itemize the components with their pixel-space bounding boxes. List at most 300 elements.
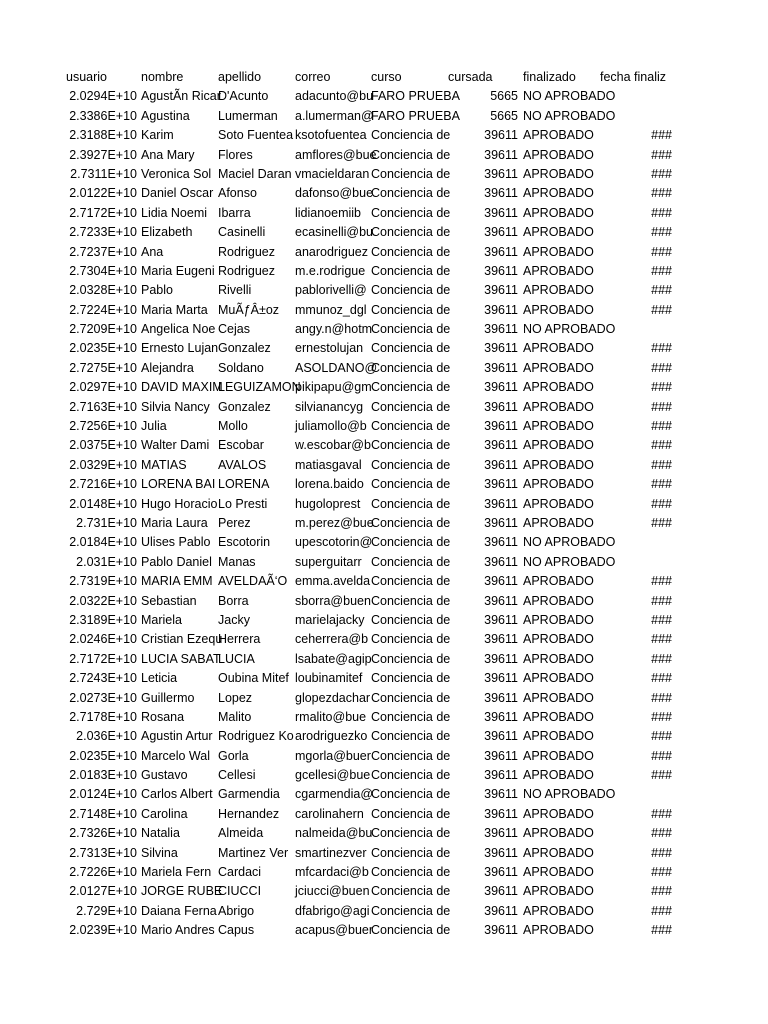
cell-correo[interactable]: lorena.baido (295, 477, 364, 492)
cell-usuario[interactable]: 2.0183E+10 (69, 768, 137, 783)
cell-curso[interactable]: Conciencia de (371, 477, 451, 492)
cell-finalizado[interactable]: APROBADO (523, 399, 594, 414)
cell-curso[interactable]: Conciencia de (371, 884, 451, 899)
cell-curso[interactable]: Conciencia de (371, 419, 451, 434)
cell-nombre[interactable]: Daiana Ferna (141, 903, 217, 918)
cell-fecha-finaliz[interactable]: ### (651, 399, 672, 414)
cell-cursada[interactable]: 39611 (484, 768, 518, 783)
cell-apellido[interactable]: Gorla (218, 748, 249, 763)
cell-apellido[interactable]: Rodriguez (218, 263, 275, 278)
cell-cursada[interactable]: 39611 (484, 787, 518, 802)
cell-usuario[interactable]: 2.0322E+10 (69, 593, 137, 608)
cell-apellido[interactable]: Malito (218, 709, 252, 724)
cell-usuario[interactable]: 2.7311E+10 (70, 166, 137, 181)
cell-nombre[interactable]: Maria Marta (141, 302, 208, 317)
cell-usuario[interactable]: 2.7319E+10 (69, 574, 137, 589)
cell-apellido[interactable]: LUCIA (218, 651, 255, 666)
cell-fecha-finaliz[interactable]: ### (651, 671, 672, 686)
cell-cursada[interactable]: 39611 (484, 225, 518, 240)
cell-finalizado[interactable]: NO APROBADO (523, 554, 616, 569)
header-finalizado[interactable]: finalizado (523, 70, 576, 84)
cell-cursada[interactable]: 39611 (484, 166, 518, 181)
cell-cursada[interactable]: 39611 (484, 709, 518, 724)
cell-correo[interactable]: gcellesi@bue (295, 768, 371, 783)
cell-nombre[interactable]: Pablo (141, 283, 173, 298)
cell-correo[interactable]: ksotofuentea (295, 128, 367, 143)
cell-cursada[interactable]: 39611 (484, 128, 518, 143)
cell-fecha-finaliz[interactable]: ### (651, 380, 672, 395)
cell-nombre[interactable]: Walter Dami (141, 438, 210, 453)
header-usuario[interactable]: usuario (66, 70, 107, 84)
cell-curso[interactable]: Conciencia de (371, 322, 451, 337)
cell-fecha-finaliz[interactable] (600, 320, 672, 339)
cell-fecha-finaliz[interactable]: ### (651, 748, 672, 763)
cell-fecha-finaliz[interactable]: ### (651, 186, 672, 201)
cell-usuario[interactable]: 2.7313E+10 (69, 845, 137, 860)
header-nombre[interactable]: nombre (141, 70, 184, 84)
cell-nombre[interactable]: Gustavo (141, 768, 188, 783)
cell-curso[interactable]: Conciencia de (371, 709, 451, 724)
cell-nombre[interactable]: Angelica Noe (141, 322, 216, 337)
cell-curso[interactable]: FARO PRUEBA (371, 89, 460, 104)
cell-cursada[interactable]: 39611 (484, 205, 518, 220)
cell-cursada[interactable]: 39611 (484, 632, 518, 647)
cell-nombre[interactable]: Ana (141, 244, 164, 259)
cell-finalizado[interactable]: APROBADO (523, 709, 594, 724)
cell-finalizado[interactable]: NO APROBADO (523, 787, 616, 802)
cell-curso[interactable]: Conciencia de (371, 612, 451, 627)
cell-apellido[interactable]: Cardaci (218, 865, 262, 880)
cell-usuario[interactable]: 2.7233E+10 (69, 225, 137, 240)
cell-correo[interactable]: nalmeida@bu (295, 826, 373, 841)
cell-correo[interactable]: pikipapu@gm (295, 380, 372, 395)
cell-cursada[interactable]: 39611 (484, 380, 518, 395)
cell-curso[interactable]: Conciencia de (371, 166, 451, 181)
cell-finalizado[interactable]: APROBADO (523, 302, 594, 317)
cell-correo[interactable]: dafonso@bue (295, 186, 374, 201)
cell-correo[interactable]: amflores@bue (295, 147, 377, 162)
cell-fecha-finaliz[interactable]: ### (651, 302, 672, 317)
cell-fecha-finaliz[interactable]: ### (651, 438, 672, 453)
cell-apellido[interactable]: Lopez (218, 690, 253, 705)
cell-cursada[interactable]: 39611 (484, 341, 518, 356)
cell-correo[interactable]: sborra@buen (295, 593, 371, 608)
cell-nombre[interactable]: Natalia (141, 826, 180, 841)
cell-finalizado[interactable]: APROBADO (523, 225, 594, 240)
cell-nombre[interactable]: Mariela (141, 612, 182, 627)
cell-finalizado[interactable]: APROBADO (523, 477, 594, 492)
cell-finalizado[interactable]: APROBADO (523, 360, 594, 375)
cell-finalizado[interactable]: APROBADO (523, 166, 594, 181)
cell-fecha-finaliz[interactable]: ### (651, 515, 672, 530)
cell-cursada[interactable]: 39611 (484, 302, 518, 317)
cell-cursada[interactable]: 39611 (484, 263, 518, 278)
cell-usuario[interactable]: 2.7209E+10 (69, 322, 137, 337)
cell-finalizado[interactable]: NO APROBADO (523, 89, 616, 104)
cell-usuario[interactable]: 2.7326E+10 (69, 826, 137, 841)
cell-nombre[interactable]: Mario Andres (141, 923, 215, 938)
cell-finalizado[interactable]: APROBADO (523, 341, 594, 356)
cell-apellido[interactable]: Garmendia (218, 787, 280, 802)
cell-curso[interactable]: Conciencia de (371, 225, 451, 240)
cell-fecha-finaliz[interactable]: ### (651, 205, 672, 220)
cell-fecha-finaliz[interactable]: ### (651, 419, 672, 434)
cell-nombre[interactable]: Elizabeth (141, 225, 193, 240)
cell-usuario[interactable]: 2.7243E+10 (69, 671, 137, 686)
cell-finalizado[interactable]: APROBADO (523, 806, 594, 821)
cell-usuario[interactable]: 2.7163E+10 (69, 399, 137, 414)
cell-apellido[interactable]: Herrera (218, 632, 261, 647)
cell-curso[interactable]: Conciencia de (371, 515, 451, 530)
cell-usuario[interactable]: 2.0127E+10 (69, 884, 137, 899)
cell-fecha-finaliz[interactable]: ### (651, 128, 672, 143)
cell-finalizado[interactable]: APROBADO (523, 128, 594, 143)
cell-finalizado[interactable]: APROBADO (523, 593, 594, 608)
cell-finalizado[interactable]: APROBADO (523, 651, 594, 666)
cell-cursada[interactable]: 39611 (484, 865, 518, 880)
cell-curso[interactable]: Conciencia de (371, 244, 451, 259)
cell-usuario[interactable]: 2.7256E+10 (69, 419, 137, 434)
cell-apellido[interactable]: Oubina Mitef (218, 671, 289, 686)
cell-curso[interactable]: Conciencia de (371, 341, 451, 356)
cell-correo[interactable]: dfabrigo@agi (295, 903, 370, 918)
cell-correo[interactable]: emma.avelda (295, 574, 371, 589)
cell-fecha-finaliz[interactable]: ### (651, 806, 672, 821)
cell-cursada[interactable]: 39611 (484, 496, 518, 511)
cell-curso[interactable]: Conciencia de (371, 128, 451, 143)
cell-curso[interactable]: Conciencia de (371, 554, 451, 569)
cell-correo[interactable]: acapus@buer (295, 923, 374, 938)
cell-finalizado[interactable]: APROBADO (523, 186, 594, 201)
cell-correo[interactable]: ecasinelli@bu (295, 225, 374, 240)
cell-finalizado[interactable]: NO APROBADO (523, 108, 616, 123)
cell-cursada[interactable]: 39611 (484, 884, 518, 899)
cell-finalizado[interactable]: APROBADO (523, 457, 594, 472)
cell-usuario[interactable]: 2.729E+10 (76, 903, 137, 918)
cell-finalizado[interactable]: NO APROBADO (523, 535, 616, 550)
cell-apellido[interactable]: CIUCCI (218, 884, 262, 899)
cell-fecha-finaliz[interactable]: ### (651, 923, 672, 938)
cell-cursada[interactable]: 39611 (484, 574, 518, 589)
cell-curso[interactable]: Conciencia de (371, 806, 451, 821)
cell-cursada[interactable]: 39611 (484, 535, 518, 550)
cell-apellido[interactable]: Flores (218, 147, 253, 162)
cell-finalizado[interactable]: APROBADO (523, 865, 594, 880)
cell-correo[interactable]: mgorla@buer (295, 748, 371, 763)
cell-curso[interactable]: Conciencia de (371, 768, 451, 783)
cell-fecha-finaliz[interactable]: ### (651, 360, 672, 375)
cell-apellido[interactable]: Maciel Daran (218, 166, 292, 181)
cell-usuario[interactable]: 2.7275E+10 (69, 360, 137, 375)
cell-usuario[interactable]: 2.7172E+10 (69, 651, 137, 666)
cell-finalizado[interactable]: APROBADO (523, 923, 594, 938)
cell-usuario[interactable]: 2.3188E+10 (69, 128, 137, 143)
cell-fecha-finaliz[interactable]: ### (651, 632, 672, 647)
cell-correo[interactable]: hugoloprest (295, 496, 361, 511)
cell-curso[interactable]: Conciencia de (371, 787, 451, 802)
cell-apellido[interactable]: LORENA (218, 477, 270, 492)
cell-usuario[interactable]: 2.7216E+10 (69, 477, 137, 492)
cell-usuario[interactable]: 2.0328E+10 (69, 283, 137, 298)
cell-nombre[interactable]: Julia (141, 419, 167, 434)
cell-apellido[interactable]: Martinez Ver (218, 845, 289, 860)
cell-apellido[interactable]: Afonso (218, 186, 257, 201)
cell-fecha-finaliz[interactable]: ### (651, 496, 672, 511)
cell-finalizado[interactable]: APROBADO (523, 438, 594, 453)
cell-apellido[interactable]: Soto Fuentea (218, 128, 294, 143)
cell-apellido[interactable]: AVELDAÃ‘O (218, 574, 288, 589)
cell-usuario[interactable]: 2.0235E+10 (69, 341, 137, 356)
cell-usuario[interactable]: 2.7224E+10 (69, 302, 137, 317)
cell-nombre[interactable]: MATIAS (141, 457, 187, 472)
cell-apellido[interactable]: Escobar (218, 438, 264, 453)
cell-usuario[interactable]: 2.7237E+10 (69, 244, 137, 259)
cell-nombre[interactable]: Pablo Daniel (141, 554, 212, 569)
cell-usuario[interactable]: 2.0246E+10 (69, 632, 137, 647)
cell-finalizado[interactable]: APROBADO (523, 690, 594, 705)
cell-nombre[interactable]: Ana Mary (141, 147, 195, 162)
cell-nombre[interactable]: Rosana (141, 709, 185, 724)
cell-fecha-finaliz[interactable]: ### (651, 457, 672, 472)
cell-correo[interactable]: w.escobar@b (295, 438, 371, 453)
cell-correo[interactable]: smartinezver (295, 845, 367, 860)
cell-finalizado[interactable]: APROBADO (523, 205, 594, 220)
cell-apellido[interactable]: LEGUIZAMON (218, 380, 301, 395)
cell-cursada[interactable]: 39611 (484, 477, 518, 492)
cell-apellido[interactable]: MuÃƒÂ±oz (218, 302, 280, 317)
cell-correo[interactable]: mmunoz_dgl (295, 302, 367, 317)
cell-usuario[interactable]: 2.036E+10 (76, 729, 137, 744)
cell-fecha-finaliz[interactable]: ### (651, 244, 672, 259)
cell-curso[interactable]: Conciencia de (371, 186, 451, 201)
cell-apellido[interactable]: Rodriguez (218, 244, 275, 259)
cell-nombre[interactable]: Cristian Ezequ (141, 632, 223, 647)
cell-nombre[interactable]: Silvina (141, 845, 178, 860)
cell-apellido[interactable]: Cejas (218, 322, 250, 337)
cell-fecha-finaliz[interactable] (600, 785, 672, 804)
cell-correo[interactable]: mfcardaci@b (295, 865, 369, 880)
cell-curso[interactable]: Conciencia de (371, 438, 451, 453)
cell-curso[interactable]: Conciencia de (371, 690, 451, 705)
cell-curso[interactable]: Conciencia de (371, 865, 451, 880)
cell-usuario[interactable]: 2.731E+10 (76, 515, 137, 530)
header-correo[interactable]: correo (295, 70, 331, 84)
cell-finalizado[interactable]: APROBADO (523, 826, 594, 841)
cell-apellido[interactable]: Manas (218, 554, 256, 569)
cell-correo[interactable]: loubinamitef (295, 671, 363, 686)
cell-correo[interactable]: silvianancyg (295, 399, 364, 414)
cell-nombre[interactable]: Daniel Oscar (141, 186, 214, 201)
cell-usuario[interactable]: 2.7172E+10 (69, 205, 137, 220)
cell-nombre[interactable]: Lidia Noemi (141, 205, 208, 220)
cell-cursada[interactable]: 39611 (484, 612, 518, 627)
cell-fecha-finaliz[interactable]: ### (651, 651, 672, 666)
cell-curso[interactable]: Conciencia de (371, 535, 451, 550)
cell-usuario[interactable]: 2.0184E+10 (69, 535, 137, 550)
cell-nombre[interactable]: JORGE RUBE (141, 884, 223, 899)
cell-fecha-finaliz[interactable]: ### (651, 147, 672, 162)
cell-correo[interactable]: adacunto@bu (295, 89, 374, 104)
cell-fecha-finaliz[interactable]: ### (651, 690, 672, 705)
cell-finalizado[interactable]: APROBADO (523, 574, 594, 589)
cell-usuario[interactable]: 2.0122E+10 (69, 186, 137, 201)
cell-cursada[interactable]: 39611 (484, 322, 518, 337)
cell-cursada[interactable]: 39611 (484, 515, 518, 530)
cell-cursada[interactable]: 39611 (484, 283, 518, 298)
cell-apellido[interactable]: Ibarra (218, 205, 251, 220)
cell-usuario[interactable]: 2.0294E+10 (69, 89, 137, 104)
cell-finalizado[interactable]: APROBADO (523, 903, 594, 918)
cell-finalizado[interactable]: APROBADO (523, 380, 594, 395)
cell-fecha-finaliz[interactable]: ### (651, 729, 672, 744)
cell-correo[interactable]: vmacieldaran (295, 166, 370, 181)
cell-apellido[interactable]: Rivelli (218, 283, 252, 298)
cell-cursada[interactable]: 5665 (490, 108, 518, 123)
cell-finalizado[interactable]: APROBADO (523, 496, 594, 511)
cell-apellido[interactable]: Cellesi (218, 768, 256, 783)
cell-usuario[interactable]: 2.0239E+10 (69, 923, 137, 938)
cell-curso[interactable]: Conciencia de (371, 651, 451, 666)
cell-usuario[interactable]: 2.031E+10 (76, 554, 137, 569)
header-fecha-finaliz[interactable]: fecha finaliz (600, 70, 667, 84)
cell-correo[interactable]: angy.n@hotm (295, 322, 373, 337)
cell-fecha-finaliz[interactable]: ### (651, 574, 672, 589)
cell-curso[interactable]: Conciencia de (371, 826, 451, 841)
cell-cursada[interactable]: 39611 (484, 748, 518, 763)
cell-fecha-finaliz[interactable]: ### (651, 768, 672, 783)
cell-finalizado[interactable]: APROBADO (523, 612, 594, 627)
cell-cursada[interactable]: 39611 (484, 360, 518, 375)
cell-curso[interactable]: Conciencia de (371, 729, 451, 744)
cell-finalizado[interactable]: APROBADO (523, 244, 594, 259)
cell-nombre[interactable]: Silvia Nancy (141, 399, 210, 414)
cell-correo[interactable]: upescotorin@ (295, 535, 373, 550)
cell-correo[interactable]: ceherrera@b (295, 632, 369, 647)
cell-apellido[interactable]: Abrigo (218, 903, 255, 918)
cell-curso[interactable]: Conciencia de (371, 360, 451, 375)
cell-nombre[interactable]: LORENA BAI (141, 477, 216, 492)
cell-correo[interactable]: glopezdachar (295, 690, 371, 705)
cell-curso[interactable]: Conciencia de (371, 632, 451, 647)
cell-apellido[interactable]: Rodriguez Ko (218, 729, 294, 744)
cell-apellido[interactable]: Gonzalez (218, 399, 271, 414)
cell-nombre[interactable]: Agustina (141, 108, 190, 123)
cell-finalizado[interactable]: NO APROBADO (523, 322, 616, 337)
cell-nombre[interactable]: Veronica Sol (141, 166, 212, 181)
cell-finalizado[interactable]: APROBADO (523, 632, 594, 647)
cell-finalizado[interactable]: APROBADO (523, 729, 594, 744)
cell-correo[interactable]: lsabate@agip (295, 651, 372, 666)
cell-nombre[interactable]: Maria Eugeni (141, 263, 215, 278)
cell-fecha-finaliz[interactable] (600, 553, 672, 572)
cell-apellido[interactable]: D'Acunto (218, 89, 269, 104)
cell-nombre[interactable]: AgustÃn Ricar (141, 89, 221, 104)
cell-cursada[interactable]: 39611 (484, 147, 518, 162)
cell-fecha-finaliz[interactable] (600, 533, 672, 552)
cell-fecha-finaliz[interactable]: ### (651, 593, 672, 608)
cell-fecha-finaliz[interactable]: ### (651, 341, 672, 356)
cell-apellido[interactable]: AVALOS (218, 457, 267, 472)
cell-cursada[interactable]: 39611 (484, 671, 518, 686)
cell-cursada[interactable]: 39611 (484, 923, 518, 938)
cell-correo[interactable]: carolinahern (295, 806, 364, 821)
cell-cursada[interactable]: 39611 (484, 438, 518, 453)
cell-apellido[interactable]: Hernandez (218, 806, 280, 821)
cell-fecha-finaliz[interactable]: ### (651, 612, 672, 627)
cell-cursada[interactable]: 39611 (484, 845, 518, 860)
header-curso[interactable]: curso (371, 70, 402, 84)
cell-fecha-finaliz[interactable] (600, 87, 672, 106)
cell-curso[interactable]: Conciencia de (371, 147, 451, 162)
cell-fecha-finaliz[interactable]: ### (651, 477, 672, 492)
cell-finalizado[interactable]: APROBADO (523, 768, 594, 783)
cell-curso[interactable]: Conciencia de (371, 845, 451, 860)
cell-nombre[interactable]: LUCIA SABAT (141, 651, 221, 666)
cell-fecha-finaliz[interactable]: ### (651, 903, 672, 918)
cell-nombre[interactable]: Carlos Albert (141, 787, 213, 802)
cell-usuario[interactable]: 2.0273E+10 (69, 690, 137, 705)
cell-fecha-finaliz[interactable]: ### (651, 283, 672, 298)
cell-cursada[interactable]: 39611 (484, 651, 518, 666)
cell-apellido[interactable]: Almeida (218, 826, 264, 841)
cell-correo[interactable]: superguitarr (295, 554, 362, 569)
cell-nombre[interactable]: Leticia (141, 671, 178, 686)
cell-cursada[interactable]: 39611 (484, 690, 518, 705)
cell-nombre[interactable]: Hugo Horacio (141, 496, 218, 511)
cell-curso[interactable]: Conciencia de (371, 923, 451, 938)
cell-usuario[interactable]: 2.7178E+10 (69, 709, 137, 724)
cell-fecha-finaliz[interactable]: ### (651, 263, 672, 278)
cell-apellido[interactable]: Escotorin (218, 535, 271, 550)
cell-apellido[interactable]: Lo Presti (218, 496, 268, 511)
cell-curso[interactable]: Conciencia de (371, 496, 451, 511)
cell-fecha-finaliz[interactable]: ### (651, 845, 672, 860)
cell-finalizado[interactable]: APROBADO (523, 884, 594, 899)
cell-curso[interactable]: Conciencia de (371, 748, 451, 763)
cell-curso[interactable]: Conciencia de (371, 574, 451, 589)
cell-cursada[interactable]: 39611 (484, 399, 518, 414)
cell-finalizado[interactable]: APROBADO (523, 515, 594, 530)
cell-apellido[interactable]: Capus (218, 923, 255, 938)
cell-apellido[interactable]: Soldano (218, 360, 264, 375)
cell-correo[interactable]: m.e.rodrigue (295, 263, 366, 278)
cell-nombre[interactable]: Guillermo (141, 690, 195, 705)
cell-curso[interactable]: Conciencia de (371, 205, 451, 220)
cell-usuario[interactable]: 2.7148E+10 (69, 806, 137, 821)
cell-correo[interactable]: juliamollo@b (295, 419, 367, 434)
cell-cursada[interactable]: 39611 (484, 806, 518, 821)
cell-cursada[interactable]: 5665 (490, 89, 518, 104)
cell-curso[interactable]: Conciencia de (371, 671, 451, 686)
cell-fecha-finaliz[interactable]: ### (651, 826, 672, 841)
cell-correo[interactable]: ASOLDANO@ (295, 360, 378, 375)
cell-correo[interactable]: marielajacky (295, 612, 365, 627)
cell-correo[interactable]: cgarmendia@ (295, 787, 374, 802)
cell-cursada[interactable]: 39611 (484, 186, 518, 201)
cell-usuario[interactable]: 2.7226E+10 (69, 865, 137, 880)
cell-usuario[interactable]: 2.0297E+10 (69, 380, 137, 395)
cell-nombre[interactable]: Mariela Fern (141, 865, 212, 880)
cell-usuario[interactable]: 2.0375E+10 (69, 438, 137, 453)
cell-correo[interactable]: a.lumerman@ (295, 108, 374, 123)
cell-apellido[interactable]: Borra (218, 593, 249, 608)
cell-fecha-finaliz[interactable]: ### (651, 884, 672, 899)
cell-finalizado[interactable]: APROBADO (523, 671, 594, 686)
cell-cursada[interactable]: 39611 (484, 826, 518, 841)
cell-usuario[interactable]: 2.0124E+10 (69, 787, 137, 802)
cell-nombre[interactable]: DAVID MAXIM (141, 380, 223, 395)
cell-nombre[interactable]: Sebastian (141, 593, 197, 608)
